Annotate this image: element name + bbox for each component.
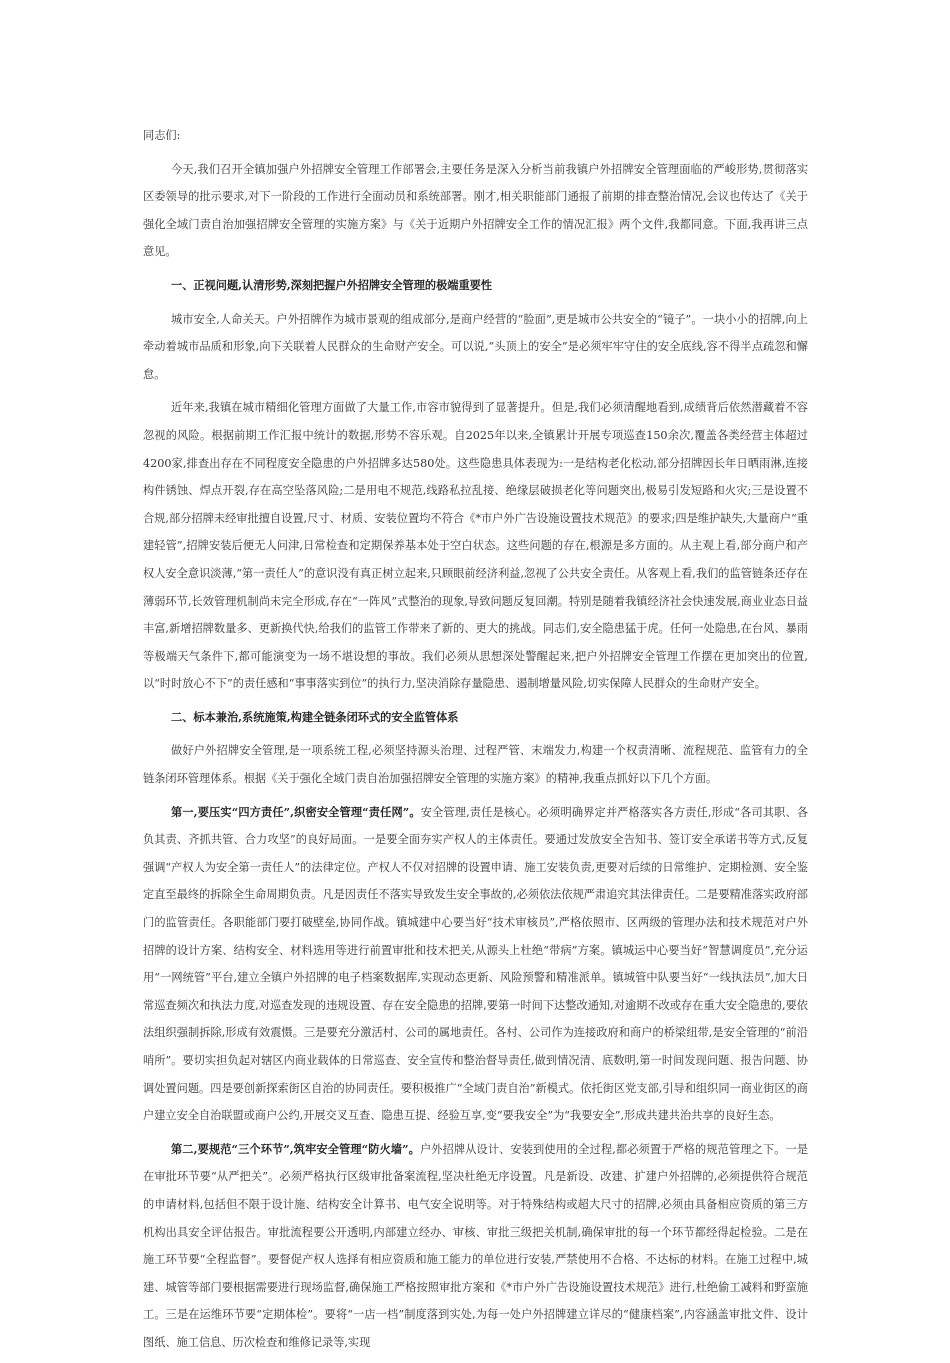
section-heading-2: 二、标本兼治,系统施策,构建全链条闭环式的安全监管体系 bbox=[171, 709, 459, 724]
paragraph-lead-second: 第二,要规范“三个环节”,筑牢安全管理“防火墙”。 bbox=[171, 1141, 420, 1156]
paragraph-four-responsibilities bbox=[143, 799, 808, 1130]
paragraph-risk-analysis: 近年来,我镇在城市精细化管理方面做了大量工作,市容市貌得到了显著提升。但是,我们必须清醒地看到,成绩背后依然潜藏着不容忽视的风险。根据前期工作汇报中统计的数据,形势不容乐观。自2025年以来,全镇累计开展专项巡查150余次,覆盖各类经营主体超过4200家,排查出存在不同程度安全隐患的户外招牌多达580处。这些隐患具体表现为:一是结构老化松动,部分招牌因长年日晒雨淋,连接构件锈蚀、焊点开裂,存在高空坠落风险;二是用电不规范,线路私拉乱接、绝缘层破损老化等问题突出,极易引发短路和火灾;三是设置不合规,部分招牌未经审批擅自设置,尺寸、材质、安装位置均不符合《*市户外广告设施设置技术规范》的要求;四是维护缺失,大量商户“重建轻管”,招牌安装后便无人问津,日常检查和定期保养基本处于空白状态。这些问题的存在,根源是多方面的。从主观上看,部分商户和产权人安全意识淡薄,“第一责任人”的意识没有真正树立起来,只顾眼前经济利益,忽视了公共安全责任。从客观上看,我们的监管链条还存在薄弱环节,长效管理机制尚未完全形成,存在“一阵风”式整治的现象,导致问题反复回潮。特别是随着我镇经济社会快速发展,商业业态日益丰富,新增招牌数量多、更新换代快,给我们的监管工作带来了新的、更大的挑战。同志们,安全隐患猛于虎。任何一处隐患,在台风、暴雨等极端天气条件下,都可能演变为一场不堪设想的事故。我们必须从思想深处警醒起来,把户外招牌安全管理工作摆在更加突出的位置,以“时时放心不下”的责任感和“事事落实到位”的执行力,坚决消除存量隐患、遏制增量风险,切实保障人民群众的生命财产安全。 bbox=[143, 401, 808, 691]
paragraph-three-stages bbox=[143, 1136, 808, 1357]
paragraph-intro: 今天,我们召开全镇加强户外招牌安全管理工作部署会,主要任务是深入分析当前我镇户外招牌安全管理面临的严峻形势,贯彻落实区委领导的批示要求,对下一阶段的工作进行全面动员和系统部署。刚才,相关职能部门通报了前期的排查整治情况,会议也传达了《关于强化全域门责自治加强招牌安全管理的实施方案》与《关于近期户外招牌安全工作的情况汇报》两个文件,我都同意。下面,我再讲三点意见。 bbox=[143, 162, 809, 259]
paragraph-body-second: 户外招牌从设计、安装到使用的全过程,都必须置于严格的规范管理之下。一是在审批环节要“从严把关”。必须严格执行区级审批备案流程,坚决杜绝无序设置。凡是新设、改建、扩建户外招牌的,必须提供符合规范的申请材料,包括但不限于设计施、结构安全计算书、电气安全说明等。对于特殊结构或超大尺寸的招牌,必须由具备相应资质的第三方机构出具安全评估报告。审批流程要公开透明,内部建立经办、审核、审批三级把关机制,确保审批的每一个环节都经得起检验。二是在施工环节要“全程监督”。要督促产权人选择有相应资质和施工能力的单位进行安装,严禁使用不合格、不达标的材料。在施工过程中,城建、城管等部门要根据需要进行现场监督,确保施工严格按照审批方案和《*市户外广告设施设置技术规范》进行,杜绝偷工减料和野蛮施工。三是在运维环节要“定期体检”。要将“一店一档”制度落到实处,为每一处户外招牌建立详尽的“健康档案”,内容涵盖审批文件、设计图纸、施工信息、历次检查和维修记录等,实现 bbox=[143, 1142, 809, 1349]
salutation: 同志们: bbox=[143, 129, 181, 142]
paragraph-body-first: 安全管理,责任是核心。必须明确界定并严格落实各方责任,形成“各司其职、各负其责、齐抓共管、合力攻坚”的良好局面。一是要全面夯实产权人的主体责任。要通过发放安全告知书、签订安全承诺书等方式,反复强调“产权人为安全第一责任人”的法律定位。产权人不仅对招牌的设置申请、施工安装负责,更要对后续的日常维护、定期检测、安全鉴定直至最终的拆除全生命周期负责。凡是因责任不落实导致发生安全事故的,必须依法依规严肃追究其法律责任。二是要精准落实政府部门的监管责任。各职能部门要打破壁垒,协同作战。镇城建中心要当好“技术审核员”,严格依照市、区两级的管理办法和技术规范对户外招牌的设计方案、结构安全、材料选用等进行前置审批和技术把关,从源头上杜绝“带病”方案。镇城运中心要当好“智慧调度员”,充分运用“一网统管”平台,建立全镇户外招牌的电子档案数据库,实现动态更新、风险预警和精准派单。镇城管中队要当好“一线执法员”,加大日常巡查频次和执法力度,对巡查发现的违规设置、存在安全隐患的招牌,要第一时间下达整改通知,对逾期不改或存在重大安全隐患的,要依法组织强制拆除,形成有效震慑。三是要充分激活村、公司的属地责任。各村、公司作为连接政府和商户的桥梁纽带,是安全管理的“前沿哨所”。要切实担负起对辖区内商业载体的日常巡查、安全宣传和整治督导责任,做到情况清、底数明,第一时间发现问题、报告问题、协调处置问题。四是要创新探索街区自治的协同责任。要积极推广“全域门责自治”新模式。依托街区党支部,引导和组织同一商业街区的商户建立安全自治联盟或商户公约,开展交叉互查、隐患互提、经验互享,变“要我安全”为“我要安全”,形成共建共治共享的良好生态。 bbox=[143, 805, 809, 1123]
paragraph-lead-first: 第一,要压实“四方责任”,织密安全管理“责任网”。 bbox=[171, 804, 421, 819]
section-heading-1: 一、正视问题,认清形势,深刻把握户外招牌安全管理的极端重要性 bbox=[171, 277, 493, 292]
paragraph-city-safety: 城市安全,人命关天。户外招牌作为城市景观的组成部分,是商户经营的“脸面”,更是城市公共安全的“镜子”。一块小小的招牌,向上牵动着城市品质和形象,向下关联着人民群众的生命财产安全。可以说,“头顶上的安全”是必须牢牢守住的安全底线,容不得半点疏忽和懈怠。 bbox=[143, 312, 808, 381]
paragraph-system-overview: 做好户外招牌安全管理,是一项系统工程,必须坚持源头治理、过程严管、末端发力,构建一个权责清晰、流程规范、监管有力的全链条闭环管理体系。根据《关于强化全域门责自治加强招牌安全管理的实施方案》的精神,我重点抓好以下几个方面。 bbox=[143, 744, 808, 786]
document-body bbox=[143, 122, 808, 1363]
